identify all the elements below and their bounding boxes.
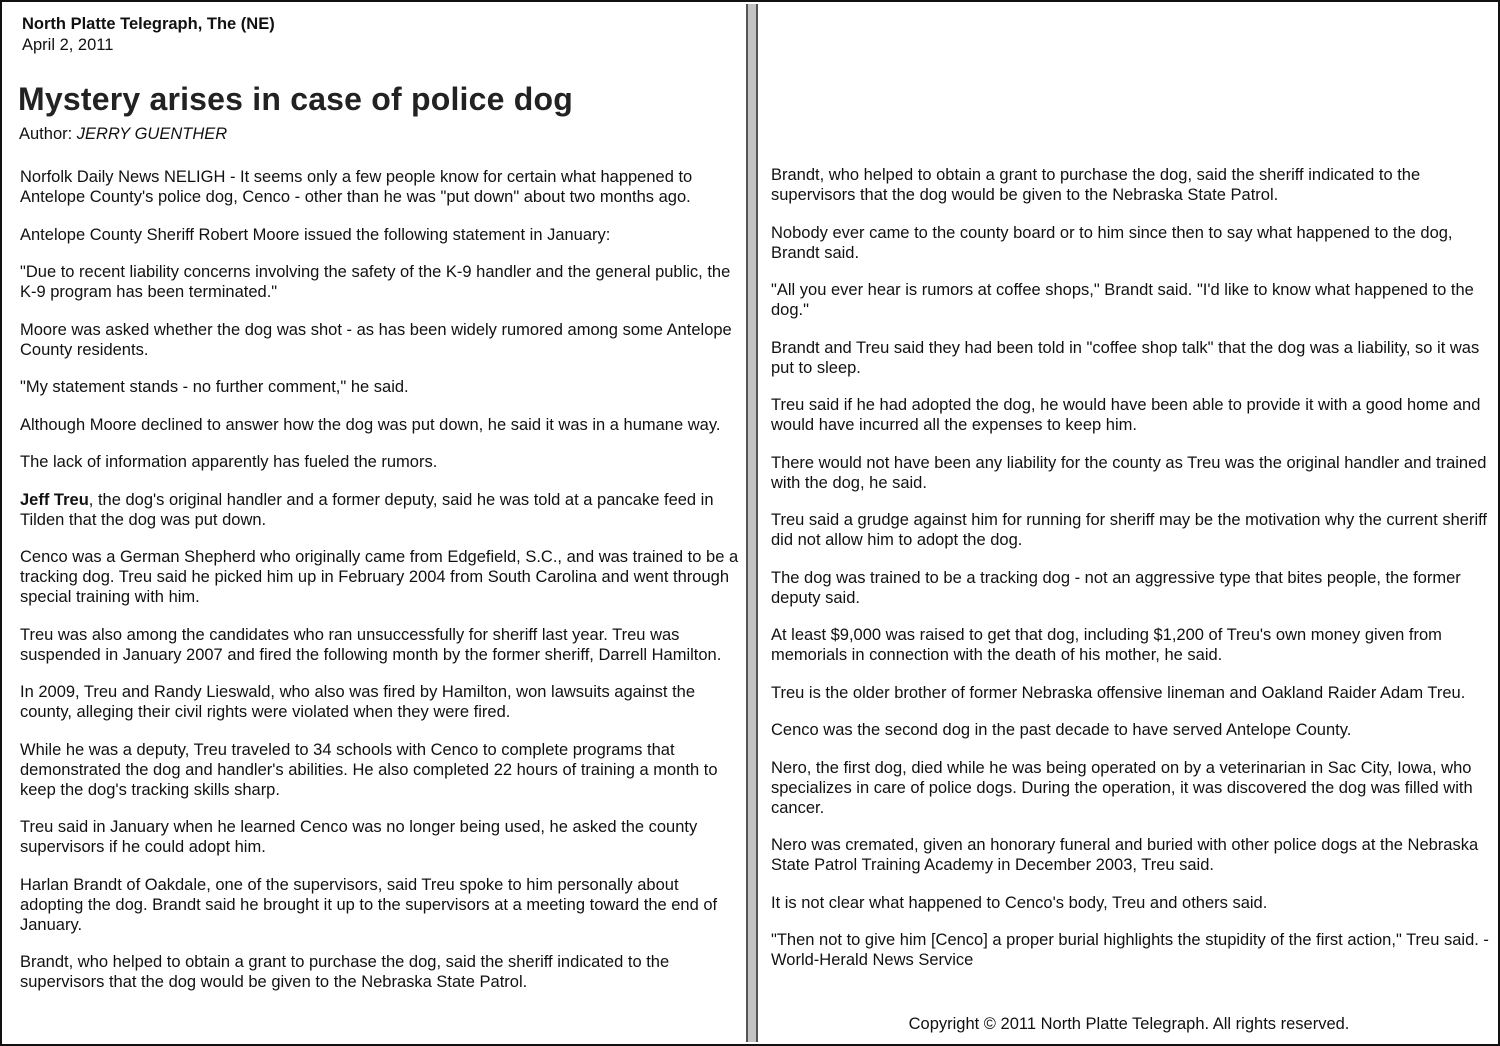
publication-source: North Platte Telegraph, The (NE) [22, 15, 275, 33]
paragraph: At least $9,000 was raised to get that dog, including $1,200 of Treu's own money given from memorials in connection with the death of his mother, he said. [771, 626, 1442, 664]
paragraph: It is not clear what happened to Cenco's body, Treu and others said. [771, 893, 1268, 912]
paragraph: "Then not to give him [Cenco] a proper burial highlights the stupidity of the first action," Treu said. - World-Herald News Service [771, 931, 1489, 969]
paragraph: Antelope County Sheriff Robert Moore issued the following statement in January: [20, 225, 611, 244]
paragraph: Norfolk Daily News NELIGH - It seems only a few people know for certain what happened to Antelope County's police dog, Cenco - other than he was "put down" about two months ago. [20, 168, 693, 206]
paragraph: Moore was asked whether the dog was shot - as has been widely rumored among some Antelope County residents. [20, 320, 732, 359]
paragraph: Harlan Brandt of Oakdale, one of the supervisors, said Treu spoke to him personally about adopting the dog. Brandt said he brought it up to the supervisors at a meeting toward the end of January. [20, 875, 718, 934]
paragraph: "My statement stands - no further comment," he said. [20, 378, 409, 396]
paragraph: The dog was trained to be a tracking dog - not an aggressive type that bites people, the former deputy said. [771, 568, 1461, 607]
paragraph: Treu said in January when he learned Cenco was no longer being used, he asked the county supervisors if he could adopt him. [20, 818, 698, 856]
column-divider[interactable] [746, 4, 758, 1042]
paragraph: "All you ever hear is rumors at coffee shops," Brandt said. "I'd like to know what happened to the dog." [771, 281, 1474, 319]
author-label: Author: [19, 125, 77, 143]
paragraph: While he was a deputy, Treu traveled to 34 schools with Cenco to complete programs that demonstrated the dog and handler's abilities. He also completed 22 hours of training a month to keep the dog's tracking skills sharp. [20, 740, 718, 799]
copyright-notice: Copyright © 2011 North Platte Telegraph. All rights reserved. [908, 1015, 1350, 1033]
author-name: JERRY GUENTHER [76, 125, 228, 143]
paragraph: Treu said a grudge against him for running for sheriff may be the motivation why the current sheriff did not allow him to adopt the dog. [771, 511, 1487, 549]
paragraph: Nobody ever came to the county board or to him since then to say what happened to the dog, Brandt said. [771, 223, 1453, 262]
paragraph-text: , the dog's original handler and a former deputy, said he was told at a pancake feed in Tilden that the dog was put down. [20, 490, 714, 529]
paragraph: Brandt, who helped to obtain a grant to purchase the dog, said the sheriff indicated to the supervisors that the dog would be given to the Nebraska State Patrol. [20, 953, 670, 991]
paragraph: The lack of information apparently has fueled the rumors. [20, 453, 438, 471]
paragraph: In 2009, Treu and Randy Lieswald, who also was fired by Hamilton, won lawsuits against the county, alleging their civil rights were violated when they were fired. [20, 683, 696, 721]
paragraph: Nero was cremated, given an honorary funeral and buried with other police dogs at the Nebraska State Patrol Training Academy in December 2003, Treu said. [771, 836, 1479, 874]
paragraph: Nero, the first dog, died while he was being operated on by a veterinarian in Sac City, Iowa, who specializes in care of police dogs. During the operation, it was discovered the dog was filled with cancer. [771, 758, 1473, 817]
right-column [758, 2, 1500, 1044]
paragraph: There would not have been any liability for the county as Treu was the original handler and trained with the dog, he said. [771, 453, 1487, 492]
paragraph: Brandt and Treu said they had been told in "coffee shop talk" that the dog was a liability, so it was put to sleep. [771, 338, 1480, 377]
paragraph: Treu is the older brother of former Nebraska offensive lineman and Oakland Raider Adam Treu. [771, 683, 1466, 702]
article-title: Mystery arises in case of police dog [18, 81, 573, 117]
left-column [4, 2, 746, 1044]
paragraph-jeff-treu [20, 490, 742, 530]
paragraph: Brandt, who helped to obtain a grant to purchase the dog, said the sheriff indicated to the supervisors that the dog would be given to the Nebraska State Patrol. [771, 166, 1421, 204]
paragraph: Cenco was a German Shepherd who originally came from Edgefield, S.C., and was trained to be a tracking dog. Treu said he picked him up in February 2004 from South Carolina and went through special training with him. [20, 548, 739, 606]
publication-date: April 2, 2011 [22, 36, 114, 54]
right-body [771, 165, 1493, 988]
paragraph: Although Moore declined to answer how the dog was put down, he said it was in a humane way. [20, 415, 721, 434]
paragraph: Cenco was the second dog in the past decade to have served Antelope County. [771, 721, 1352, 739]
paragraph: Treu was also among the candidates who ran unsuccessfully for sheriff last year. Treu was suspended in January 2007 and fired the following month by the former sheriff, Darrell Hamilton. [20, 625, 722, 664]
left-body [20, 167, 742, 1010]
paragraph: Treu said if he had adopted the dog, he would have been able to provide it with a good home and would have incurred all the expenses to keep him. [771, 396, 1481, 434]
article-author [19, 124, 227, 144]
paragraph: "Due to recent liability concerns involving the safety of the K-9 handler and the general public, the K-9 program has been terminated." [20, 263, 731, 301]
person-name-bold: Jeff Treu [20, 490, 89, 509]
